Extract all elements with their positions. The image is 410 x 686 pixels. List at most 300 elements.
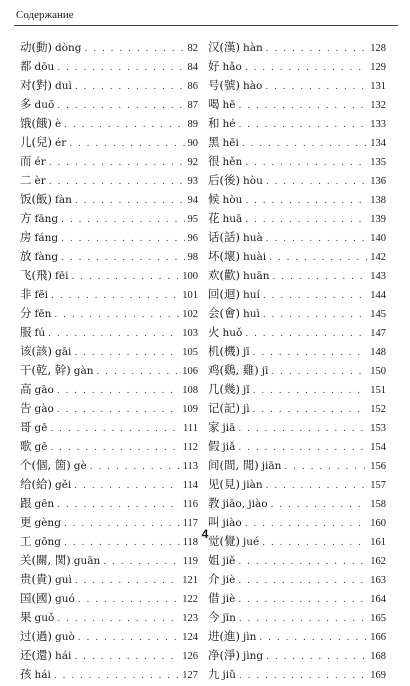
entry-pinyin: jī bbox=[242, 346, 250, 358]
entry-pinyin: hěn bbox=[222, 156, 243, 168]
entry-character: 喝 bbox=[208, 97, 220, 111]
entry-pinyin: dòng bbox=[54, 42, 82, 54]
index-entry bbox=[20, 247, 198, 266]
dot-leader bbox=[239, 667, 367, 686]
index-entry bbox=[208, 266, 386, 285]
entry-character: 个(個, 箇) bbox=[20, 458, 71, 472]
entry-pinyin: gěi bbox=[54, 479, 72, 491]
dot-leader bbox=[49, 173, 185, 192]
entry-character: 干(乾, 幹) bbox=[20, 363, 71, 377]
entry-character: 放 bbox=[20, 249, 32, 263]
dot-leader bbox=[253, 382, 368, 401]
index-entry bbox=[20, 665, 198, 684]
index-entry bbox=[208, 608, 386, 627]
index-entry bbox=[208, 551, 386, 570]
dot-leader bbox=[75, 572, 179, 591]
section-title: Содержание bbox=[16, 9, 74, 21]
index-entry bbox=[208, 475, 386, 494]
dot-leader bbox=[54, 667, 179, 686]
dot-leader bbox=[238, 97, 367, 116]
index-entry bbox=[20, 323, 198, 342]
index-column-left bbox=[20, 38, 198, 684]
entry-page-number: 127 bbox=[182, 670, 198, 681]
entry-page-number: 140 bbox=[370, 233, 386, 244]
entry-pinyin: jī bbox=[261, 365, 269, 377]
index-entry bbox=[20, 475, 198, 494]
entry-character: 和 bbox=[208, 116, 220, 130]
dot-leader bbox=[57, 610, 179, 629]
dot-leader bbox=[266, 230, 367, 249]
entry-pinyin: hē bbox=[222, 99, 236, 111]
entry-character: 会(會) bbox=[208, 306, 240, 320]
index-entry bbox=[20, 228, 198, 247]
index-entry bbox=[20, 399, 198, 418]
index-entry bbox=[208, 342, 386, 361]
entry-character: 叫 bbox=[208, 515, 220, 529]
entry-pinyin: jiè bbox=[222, 574, 236, 586]
dot-leader bbox=[78, 591, 179, 610]
entry-page-number: 119 bbox=[182, 556, 198, 567]
entry-pinyin: gōng bbox=[34, 536, 62, 548]
entry-page-number: 133 bbox=[370, 119, 386, 130]
dot-leader bbox=[50, 420, 180, 439]
entry-character: 都 bbox=[20, 59, 32, 73]
dot-leader bbox=[253, 401, 368, 420]
entry-page-number: 152 bbox=[370, 404, 386, 415]
entry-character: 家 bbox=[208, 420, 220, 434]
index-entry bbox=[20, 152, 198, 171]
entry-pinyin: fēi bbox=[34, 289, 48, 301]
entry-pinyin: jué bbox=[242, 536, 260, 548]
entry-page-number: 154 bbox=[370, 442, 386, 453]
entry-character: 高 bbox=[20, 382, 32, 396]
index-entry bbox=[208, 38, 386, 57]
entry-pinyin: fú bbox=[34, 327, 46, 339]
entry-pinyin: gē bbox=[34, 422, 48, 434]
entry-character: 记(記) bbox=[208, 401, 240, 415]
entry-pinyin: guó bbox=[54, 593, 75, 605]
dot-leader bbox=[284, 458, 367, 477]
index-entry bbox=[20, 380, 198, 399]
index-entry bbox=[20, 285, 198, 304]
entry-page-number: 158 bbox=[370, 499, 386, 510]
entry-page-number: 131 bbox=[370, 81, 386, 92]
index-entry bbox=[20, 76, 198, 95]
entry-page-number: 148 bbox=[370, 347, 386, 358]
entry-pinyin: fēi bbox=[54, 270, 69, 282]
entry-character: 告 bbox=[20, 401, 32, 415]
entry-page-number: 106 bbox=[182, 366, 198, 377]
index-entry bbox=[208, 570, 386, 589]
entry-character: 很 bbox=[208, 154, 220, 168]
entry-page-number: 143 bbox=[370, 271, 386, 282]
entry-character: 方 bbox=[20, 211, 32, 225]
entry-page-number: 126 bbox=[182, 651, 198, 662]
index-entry bbox=[208, 171, 386, 190]
entry-page-number: 165 bbox=[370, 613, 386, 624]
entry-page-number: 121 bbox=[182, 575, 198, 586]
entry-pinyin: jiān bbox=[261, 460, 282, 472]
entry-pinyin: èr bbox=[34, 175, 46, 187]
dot-leader bbox=[242, 135, 367, 154]
entry-page-number: 147 bbox=[370, 328, 386, 339]
entry-character: 国(國) bbox=[20, 591, 52, 605]
entry-pinyin: huǒ bbox=[222, 327, 243, 339]
entry-pinyin: hàn bbox=[242, 42, 263, 54]
index-entry bbox=[20, 38, 198, 57]
entry-pinyin: hào bbox=[242, 80, 263, 92]
entry-pinyin: huí bbox=[242, 289, 260, 301]
entry-character: 好 bbox=[208, 59, 220, 73]
entry-page-number: 84 bbox=[187, 62, 198, 73]
entry-page-number: 135 bbox=[370, 157, 386, 168]
entry-pinyin: guǒ bbox=[34, 612, 55, 624]
entry-character: 借 bbox=[208, 591, 220, 605]
index-entry bbox=[20, 418, 198, 437]
index-entry bbox=[208, 95, 386, 114]
entry-page-number: 100 bbox=[182, 271, 198, 282]
entry-page-number: 101 bbox=[182, 290, 198, 301]
entry-pinyin: gàn bbox=[73, 365, 94, 377]
entry-character: 飞(飛) bbox=[20, 268, 52, 282]
index-entry bbox=[20, 494, 198, 513]
entry-character: 黑 bbox=[208, 135, 220, 149]
dot-leader bbox=[97, 363, 180, 382]
entry-pinyin: jīn bbox=[222, 612, 236, 624]
entry-pinyin: fàng bbox=[34, 251, 59, 263]
entry-pinyin: gèng bbox=[34, 517, 61, 529]
entry-page-number: 102 bbox=[182, 309, 198, 320]
entry-page-number: 157 bbox=[370, 480, 386, 491]
entry-page-number: 151 bbox=[370, 385, 386, 396]
entry-character: 动(動) bbox=[20, 40, 52, 54]
index-entry bbox=[208, 228, 386, 247]
dot-leader bbox=[69, 135, 184, 154]
entry-character: 而 bbox=[20, 154, 32, 168]
dot-leader bbox=[74, 344, 179, 363]
index-entry bbox=[20, 608, 198, 627]
entry-pinyin: gè bbox=[73, 460, 87, 472]
entry-pinyin: jǐ bbox=[242, 384, 250, 396]
entry-pinyin: gāo bbox=[34, 384, 54, 396]
entry-pinyin: guì bbox=[54, 574, 72, 586]
entry-page-number: 150 bbox=[370, 366, 386, 377]
dot-leader bbox=[271, 496, 368, 515]
index-entry bbox=[20, 646, 198, 665]
entry-page-number: 108 bbox=[182, 385, 198, 396]
entry-pinyin: jiào bbox=[222, 517, 242, 529]
entry-page-number: 92 bbox=[187, 157, 198, 168]
entry-page-number: 94 bbox=[187, 195, 198, 206]
dot-leader bbox=[263, 306, 367, 325]
entry-character: 坏(壞) bbox=[208, 249, 240, 263]
index-entry bbox=[20, 95, 198, 114]
index-entry bbox=[208, 380, 386, 399]
entry-page-number: 82 bbox=[187, 43, 198, 54]
page-header bbox=[14, 8, 398, 26]
entry-page-number: 163 bbox=[370, 575, 386, 586]
index-entry bbox=[20, 551, 198, 570]
entry-pinyin: jiā bbox=[222, 422, 236, 434]
entry-page-number: 168 bbox=[370, 651, 386, 662]
entry-pinyin: hòu bbox=[222, 194, 243, 206]
dot-leader bbox=[71, 268, 179, 287]
entry-page-number: 153 bbox=[370, 423, 386, 434]
entry-character: 今 bbox=[208, 610, 220, 624]
entry-pinyin: hé bbox=[222, 118, 236, 130]
dot-leader bbox=[51, 287, 179, 306]
entry-character: 该(該) bbox=[20, 344, 52, 358]
index-entry bbox=[20, 171, 198, 190]
entry-pinyin: guān bbox=[73, 555, 101, 567]
dot-leader bbox=[75, 78, 185, 97]
entry-page-number: 128 bbox=[370, 43, 386, 54]
entry-character: 机(機) bbox=[208, 344, 240, 358]
entry-page-number: 142 bbox=[370, 252, 386, 263]
index-entry bbox=[20, 437, 198, 456]
dot-leader bbox=[61, 230, 184, 249]
dot-leader bbox=[103, 553, 179, 572]
entry-page-number: 136 bbox=[370, 176, 386, 187]
dot-leader bbox=[75, 192, 185, 211]
entry-character: 分 bbox=[20, 306, 32, 320]
dot-leader bbox=[74, 477, 179, 496]
entry-pinyin: fāng bbox=[34, 213, 59, 225]
entry-pinyin: duō bbox=[34, 99, 55, 111]
entry-character: 火 bbox=[208, 325, 220, 339]
entry-character: 关(關, 関) bbox=[20, 553, 71, 567]
entry-page-number: 113 bbox=[182, 461, 198, 472]
dot-leader bbox=[266, 40, 367, 59]
entry-pinyin: gēn bbox=[34, 498, 55, 510]
entry-character: 九 bbox=[208, 667, 220, 681]
entry-page-number: 109 bbox=[182, 404, 198, 415]
dot-leader bbox=[245, 154, 367, 173]
dot-leader bbox=[273, 268, 368, 287]
index-entry bbox=[208, 665, 386, 684]
entry-pinyin: hēi bbox=[222, 137, 239, 149]
dot-leader bbox=[238, 572, 367, 591]
index-entry bbox=[20, 190, 198, 209]
index-entry bbox=[208, 76, 386, 95]
index-entry bbox=[208, 361, 386, 380]
entry-character: 还(還) bbox=[20, 648, 52, 662]
entry-page-number: 132 bbox=[370, 100, 386, 111]
entry-page-number: 117 bbox=[182, 518, 198, 529]
index-entry bbox=[208, 323, 386, 342]
dot-leader bbox=[238, 116, 367, 135]
entry-page-number: 156 bbox=[370, 461, 386, 472]
entry-pinyin: jiǎ bbox=[222, 441, 236, 453]
entry-page-number: 145 bbox=[370, 309, 386, 320]
entry-character: 房 bbox=[20, 230, 32, 244]
entry-pinyin: è bbox=[54, 118, 62, 130]
index-column-right bbox=[208, 38, 386, 684]
entry-pinyin: fáng bbox=[34, 232, 59, 244]
entry-character: 号(號) bbox=[208, 78, 240, 92]
index-entry bbox=[208, 437, 386, 456]
entry-pinyin: jiè bbox=[222, 593, 236, 605]
dot-leader bbox=[245, 325, 367, 344]
dot-leader bbox=[265, 78, 367, 97]
dot-leader bbox=[238, 420, 367, 439]
entry-pinyin: fàn bbox=[54, 194, 72, 206]
header-rule bbox=[14, 25, 398, 26]
dot-leader bbox=[57, 401, 179, 420]
entry-character: 花 bbox=[208, 211, 220, 225]
entry-character: 教 bbox=[208, 496, 220, 510]
index-entry bbox=[208, 589, 386, 608]
dot-leader bbox=[266, 648, 367, 667]
entry-character: 对(對) bbox=[20, 78, 52, 92]
dot-leader bbox=[85, 40, 185, 59]
entry-pinyin: ér bbox=[34, 156, 46, 168]
entry-pinyin: hái bbox=[54, 650, 72, 662]
index-entry bbox=[20, 133, 198, 152]
index-entry bbox=[208, 190, 386, 209]
entry-character: 候 bbox=[208, 192, 220, 206]
entry-page-number: 138 bbox=[370, 195, 386, 206]
index-entry bbox=[208, 133, 386, 152]
entry-pinyin: huā bbox=[222, 213, 243, 225]
index-entry bbox=[208, 247, 386, 266]
entry-page-number: 105 bbox=[182, 347, 198, 358]
index-entry bbox=[208, 209, 386, 228]
dot-leader bbox=[245, 59, 367, 78]
entry-pinyin: jìn bbox=[242, 631, 257, 643]
entry-pinyin: huì bbox=[242, 308, 260, 320]
entry-character: 跟 bbox=[20, 496, 32, 510]
entry-character: 饭(飯) bbox=[20, 192, 52, 206]
dot-leader bbox=[263, 287, 367, 306]
entry-pinyin: hǎo bbox=[222, 61, 242, 73]
entry-character: 服 bbox=[20, 325, 32, 339]
index-entry bbox=[20, 57, 198, 76]
index-entry bbox=[208, 114, 386, 133]
dot-leader bbox=[259, 629, 367, 648]
index-entry bbox=[208, 304, 386, 323]
index-entry bbox=[20, 456, 198, 475]
dot-leader bbox=[238, 553, 367, 572]
index-entry bbox=[208, 418, 386, 437]
entry-pinyin: gē bbox=[34, 441, 48, 453]
index-entry bbox=[20, 114, 198, 133]
entry-page-number: 162 bbox=[370, 556, 386, 567]
index-entry bbox=[208, 627, 386, 646]
entry-character: 见(見) bbox=[208, 477, 240, 491]
entry-page-number: 166 bbox=[370, 632, 386, 643]
entry-pinyin: guò bbox=[54, 631, 75, 643]
dot-leader bbox=[253, 344, 368, 363]
entry-character: 后(後) bbox=[208, 173, 240, 187]
index-entry bbox=[208, 494, 386, 513]
entry-character: 觉(覺) bbox=[208, 534, 240, 548]
index-entry bbox=[208, 285, 386, 304]
index-entry bbox=[20, 361, 198, 380]
entry-character: 哥 bbox=[20, 420, 32, 434]
index-entry bbox=[20, 342, 198, 361]
entry-page-number: 122 bbox=[182, 594, 198, 605]
entry-character: 工 bbox=[20, 534, 32, 548]
entry-pinyin: jìng bbox=[242, 650, 264, 662]
dot-leader bbox=[266, 477, 368, 496]
index-entry bbox=[20, 627, 198, 646]
index-entry bbox=[208, 399, 386, 418]
entry-page-number: 164 bbox=[370, 594, 386, 605]
entry-page-number: 111 bbox=[183, 423, 198, 434]
dot-leader bbox=[90, 458, 180, 477]
entry-page-number: 103 bbox=[182, 328, 198, 339]
entry-character: 贵(貴) bbox=[20, 572, 52, 586]
entry-character: 姐 bbox=[208, 553, 220, 567]
entry-page-number: 98 bbox=[187, 252, 198, 263]
index-entry bbox=[208, 646, 386, 665]
entry-page-number: 161 bbox=[370, 537, 386, 548]
entry-page-number: 87 bbox=[187, 100, 198, 111]
entry-pinyin: ér bbox=[54, 137, 67, 149]
dot-leader bbox=[64, 116, 184, 135]
entry-character: 儿(兒) bbox=[20, 135, 52, 149]
entry-page-number: 90 bbox=[187, 138, 198, 149]
dot-leader bbox=[238, 591, 367, 610]
entry-page-number: 160 bbox=[370, 518, 386, 529]
entry-character: 欢(歡) bbox=[208, 268, 240, 282]
entry-page-number: 95 bbox=[187, 214, 198, 225]
entry-character: 介 bbox=[208, 572, 220, 586]
entry-pinyin: fēn bbox=[34, 308, 52, 320]
entry-pinyin: jì bbox=[242, 403, 250, 415]
dot-leader bbox=[54, 306, 179, 325]
dot-leader bbox=[57, 59, 184, 78]
entry-page-number: 169 bbox=[370, 670, 386, 681]
entry-character: 汉(漢) bbox=[208, 40, 240, 54]
entry-character: 净(淨) bbox=[208, 648, 240, 662]
entry-page-number: 89 bbox=[187, 119, 198, 130]
dot-leader bbox=[61, 249, 184, 268]
entry-character: 假 bbox=[208, 439, 220, 453]
index-entry bbox=[208, 152, 386, 171]
entry-pinyin: huà bbox=[242, 232, 263, 244]
dot-leader bbox=[48, 325, 179, 344]
entry-character: 进(進) bbox=[208, 629, 240, 643]
entry-character: 间(間, 閒) bbox=[208, 458, 259, 472]
entry-pinyin: gào bbox=[34, 403, 54, 415]
entry-page-number: 118 bbox=[182, 537, 198, 548]
index-entry bbox=[20, 589, 198, 608]
entry-character: 过(過) bbox=[20, 629, 52, 643]
dot-leader bbox=[239, 610, 367, 629]
index-entry bbox=[20, 209, 198, 228]
entry-character: 二 bbox=[20, 173, 32, 187]
dot-leader bbox=[245, 211, 367, 230]
entry-page-number: 116 bbox=[182, 499, 198, 510]
dot-leader bbox=[49, 154, 185, 173]
entry-character: 回(迴) bbox=[208, 287, 240, 301]
dot-leader bbox=[269, 249, 367, 268]
entry-page-number: 123 bbox=[182, 613, 198, 624]
entry-character: 几(幾) bbox=[208, 382, 240, 396]
dot-leader bbox=[57, 496, 179, 515]
entry-character: 饿(餓) bbox=[20, 116, 52, 130]
entry-page-number: 96 bbox=[187, 233, 198, 244]
entry-page-number: 112 bbox=[182, 442, 198, 453]
entry-pinyin: jiāo, jiào bbox=[222, 498, 268, 510]
index-entry bbox=[208, 456, 386, 475]
entry-character: 多 bbox=[20, 97, 32, 111]
entry-page-number: 124 bbox=[182, 632, 198, 643]
entry-pinyin: huài bbox=[242, 251, 267, 263]
entry-pinyin: dōu bbox=[34, 61, 55, 73]
